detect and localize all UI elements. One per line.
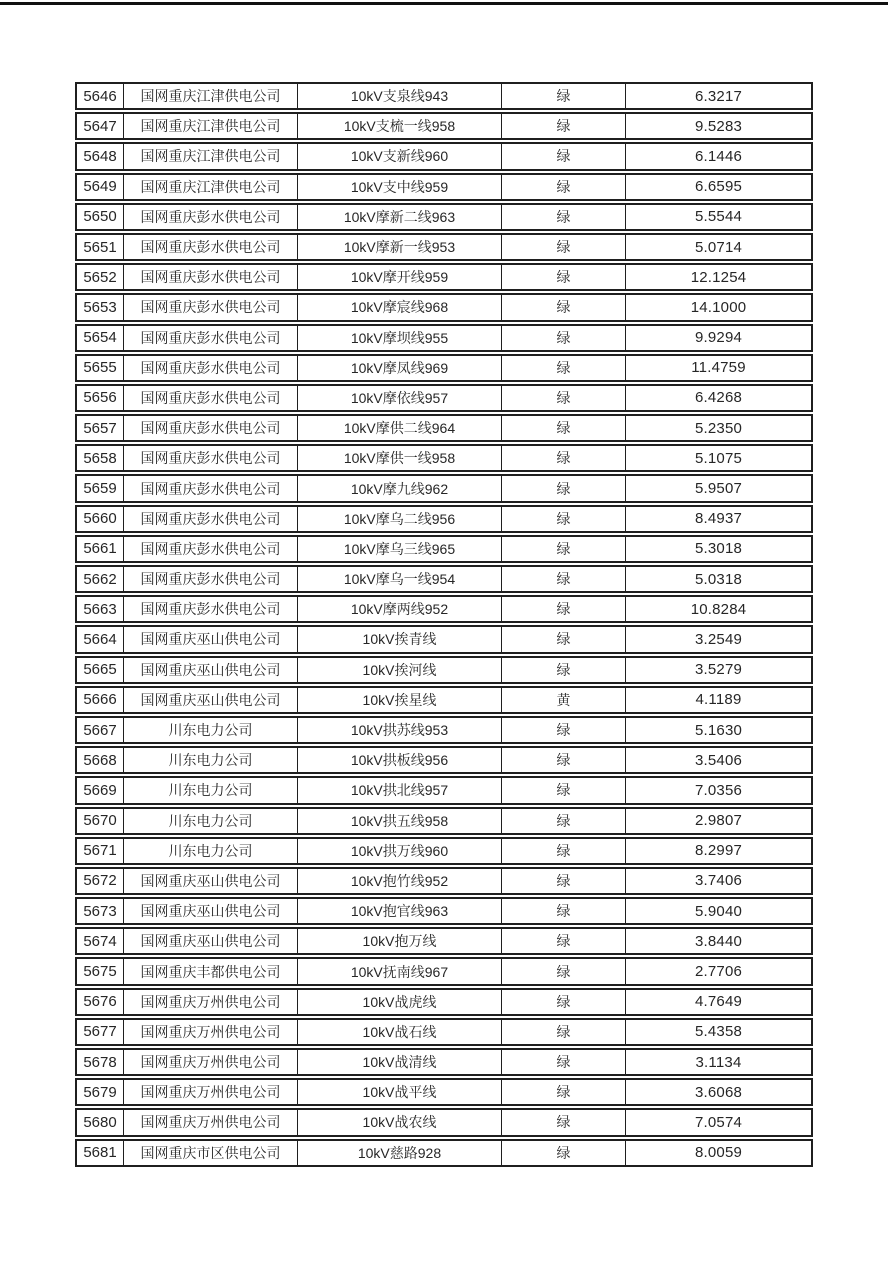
table-row (75, 565, 813, 593)
cell-status-color: 绿 (502, 1141, 626, 1165)
table-row (75, 474, 813, 502)
cell-company-name: 国网重庆彭水供电公司 (124, 567, 298, 591)
cell-serial-number: 5655 (77, 356, 124, 380)
table-row (75, 807, 813, 835)
cell-value: 2.7706 (694, 963, 743, 981)
cell-company-name: 国网重庆彭水供电公司 (124, 386, 298, 410)
cell-status-color: 绿 (502, 839, 626, 863)
cell-serial-number: 5653 (77, 295, 124, 319)
cell-serial-number: 5668 (77, 748, 124, 772)
cell-value: 5.4358 (694, 1023, 743, 1041)
cell-status-color: 绿 (502, 416, 626, 440)
cell-value: 8.0059 (694, 1144, 743, 1162)
cell-value: 5.1630 (694, 721, 743, 739)
cell-status-color: 绿 (502, 537, 626, 561)
cell-value: 5.5544 (694, 208, 743, 226)
cell-value: 5.1075 (694, 449, 743, 467)
table-row (75, 746, 813, 774)
cell-status-color: 绿 (502, 658, 626, 682)
cell-line-name: 10kV摩供一线958 (298, 446, 502, 470)
cell-status-color: 绿 (502, 175, 626, 199)
table-row (75, 686, 813, 714)
cell-line-name: 10kV战虎线 (298, 990, 502, 1014)
cell-value: 12.1254 (690, 268, 747, 286)
cell-status-color: 绿 (502, 1020, 626, 1044)
cell-line-name: 10kV摩开线959 (298, 265, 502, 289)
cell-serial-number: 5663 (77, 597, 124, 621)
cell-company-name: 国网重庆彭水供电公司 (124, 507, 298, 531)
cell-status-color: 绿 (502, 1050, 626, 1074)
cell-serial-number: 5676 (77, 990, 124, 1014)
table-row (75, 1018, 813, 1046)
cell-company-name: 国网重庆江津供电公司 (124, 144, 298, 168)
cell-line-name: 10kV摩乌三线965 (298, 537, 502, 561)
cell-company-name: 国网重庆巫山供电公司 (124, 658, 298, 682)
cell-serial-number: 5656 (77, 386, 124, 410)
table-row (75, 324, 813, 352)
table-row (75, 112, 813, 140)
cell-line-name: 10kV摩乌一线954 (298, 567, 502, 591)
table-row (75, 625, 813, 653)
cell-serial-number: 5679 (77, 1080, 124, 1104)
cell-serial-number: 5654 (77, 326, 124, 350)
cell-serial-number: 5652 (77, 265, 124, 289)
cell-serial-number: 5671 (77, 839, 124, 863)
cell-serial-number: 5674 (77, 929, 124, 953)
cell-status-color: 绿 (502, 567, 626, 591)
table-row (75, 414, 813, 442)
cell-serial-number: 5670 (77, 809, 124, 833)
cell-company-name: 川东电力公司 (124, 778, 298, 802)
cell-value: 6.4268 (694, 389, 743, 407)
power-line-table (75, 82, 813, 1169)
cell-value: 4.7649 (694, 993, 743, 1011)
cell-status-color: 绿 (502, 235, 626, 259)
cell-company-name: 国网重庆彭水供电公司 (124, 235, 298, 259)
table-row (75, 776, 813, 804)
cell-company-name: 国网重庆彭水供电公司 (124, 537, 298, 561)
table-row (75, 82, 813, 110)
cell-status-color: 绿 (502, 990, 626, 1014)
cell-company-name: 国网重庆万州供电公司 (124, 1020, 298, 1044)
cell-line-name: 10kV抱竹线952 (298, 869, 502, 893)
table-row (75, 173, 813, 201)
cell-value: 10.8284 (690, 600, 747, 618)
cell-line-name: 10kV战石线 (298, 1020, 502, 1044)
cell-company-name: 川东电力公司 (124, 839, 298, 863)
cell-status-color: 绿 (502, 869, 626, 893)
cell-company-name: 国网重庆巫山供电公司 (124, 688, 298, 712)
cell-serial-number: 5678 (77, 1050, 124, 1074)
cell-value: 9.5283 (694, 117, 743, 135)
cell-status-color: 绿 (502, 718, 626, 742)
cell-company-name: 国网重庆彭水供电公司 (124, 446, 298, 470)
cell-line-name: 10kV拱北线957 (298, 778, 502, 802)
cell-serial-number: 5677 (77, 1020, 124, 1044)
cell-line-name: 10kV挨青线 (298, 627, 502, 651)
cell-status-color: 绿 (502, 446, 626, 470)
cell-value: 3.2549 (694, 630, 743, 648)
table-row (75, 233, 813, 261)
cell-status-color: 绿 (502, 295, 626, 319)
cell-value: 5.0714 (694, 238, 743, 256)
cell-value: 11.4759 (691, 359, 746, 377)
cell-company-name: 国网重庆彭水供电公司 (124, 205, 298, 229)
cell-status-color: 绿 (502, 144, 626, 168)
cell-company-name: 川东电力公司 (124, 748, 298, 772)
cell-line-name: 10kV摩宸线968 (298, 295, 502, 319)
table-row (75, 957, 813, 985)
cell-value: 2.9807 (694, 812, 743, 830)
cell-line-name: 10kV挨河线 (298, 658, 502, 682)
cell-status-color: 绿 (502, 114, 626, 138)
cell-status-color: 绿 (502, 778, 626, 802)
cell-line-name: 10kV摩新二线963 (298, 205, 502, 229)
cell-company-name: 国网重庆江津供电公司 (124, 84, 298, 108)
cell-company-name: 国网重庆彭水供电公司 (124, 265, 298, 289)
cell-serial-number: 5657 (77, 416, 124, 440)
cell-company-name: 国网重庆彭水供电公司 (124, 356, 298, 380)
cell-line-name: 10kV摩依线957 (298, 386, 502, 410)
cell-status-color: 绿 (502, 476, 626, 500)
table-row (75, 505, 813, 533)
cell-serial-number: 5647 (77, 114, 124, 138)
table-row (75, 656, 813, 684)
cell-company-name: 国网重庆巫山供电公司 (124, 929, 298, 953)
cell-line-name: 10kV摩乌二线956 (298, 507, 502, 531)
table-row (75, 867, 813, 895)
cell-value: 7.0574 (694, 1113, 743, 1131)
cell-value: 3.5406 (694, 751, 743, 769)
cell-status-color: 绿 (502, 748, 626, 772)
cell-line-name: 10kV摩两线952 (298, 597, 502, 621)
cell-line-name: 10kV战农线 (298, 1110, 502, 1134)
table-row (75, 1048, 813, 1076)
cell-status-color: 绿 (502, 929, 626, 953)
cell-value: 5.9507 (694, 480, 743, 498)
cell-status-color: 黄 (502, 688, 626, 712)
cell-value: 5.2350 (694, 419, 743, 437)
cell-company-name: 川东电力公司 (124, 718, 298, 742)
cell-line-name: 10kV拱苏线953 (298, 718, 502, 742)
cell-value: 5.0318 (694, 570, 743, 588)
table-row (75, 263, 813, 291)
cell-line-name: 10kV摩九线962 (298, 476, 502, 500)
cell-status-color: 绿 (502, 597, 626, 621)
cell-status-color: 绿 (502, 899, 626, 923)
cell-company-name: 国网重庆万州供电公司 (124, 1080, 298, 1104)
cell-serial-number: 5680 (77, 1110, 124, 1134)
cell-value: 5.9040 (694, 902, 743, 920)
cell-serial-number: 5651 (77, 235, 124, 259)
cell-line-name: 10kV支中线959 (298, 175, 502, 199)
cell-company-name: 国网重庆市区供电公司 (124, 1141, 298, 1165)
cell-serial-number: 5675 (77, 959, 124, 983)
cell-status-color: 绿 (502, 809, 626, 833)
cell-serial-number: 5681 (77, 1141, 124, 1165)
cell-serial-number: 5665 (77, 658, 124, 682)
table-row (75, 1139, 813, 1167)
cell-line-name: 10kV摩供二线964 (298, 416, 502, 440)
cell-status-color: 绿 (502, 386, 626, 410)
cell-serial-number: 5650 (77, 205, 124, 229)
cell-line-name: 10kV拱板线956 (298, 748, 502, 772)
cell-value: 8.2997 (694, 842, 743, 860)
table-row (75, 716, 813, 744)
cell-company-name: 国网重庆彭水供电公司 (124, 295, 298, 319)
cell-line-name: 10kV摩坝线955 (298, 326, 502, 350)
cell-serial-number: 5646 (77, 84, 124, 108)
cell-value: 3.8440 (694, 932, 743, 950)
cell-line-name: 10kV支新线960 (298, 144, 502, 168)
cell-status-color: 绿 (502, 84, 626, 108)
cell-status-color: 绿 (502, 959, 626, 983)
cell-serial-number: 5662 (77, 567, 124, 591)
cell-line-name: 10kV拱万线960 (298, 839, 502, 863)
table-row (75, 354, 813, 382)
table-row (75, 837, 813, 865)
cell-value: 5.3018 (694, 540, 743, 558)
cell-status-color: 绿 (502, 356, 626, 380)
cell-status-color: 绿 (502, 205, 626, 229)
table-row (75, 927, 813, 955)
cell-value: 7.0356 (694, 781, 743, 799)
cell-company-name: 国网重庆彭水供电公司 (124, 597, 298, 621)
cell-serial-number: 5659 (77, 476, 124, 500)
table-row (75, 535, 813, 563)
cell-serial-number: 5658 (77, 446, 124, 470)
cell-company-name: 国网重庆巫山供电公司 (124, 869, 298, 893)
cell-status-color: 绿 (502, 1110, 626, 1134)
cell-line-name: 10kV抱万线 (298, 929, 502, 953)
table-row (75, 988, 813, 1016)
cell-company-name: 国网重庆万州供电公司 (124, 1110, 298, 1134)
table-row (75, 444, 813, 472)
cell-company-name: 国网重庆巫山供电公司 (124, 627, 298, 651)
cell-serial-number: 5648 (77, 144, 124, 168)
cell-company-name: 国网重庆江津供电公司 (124, 114, 298, 138)
cell-serial-number: 5664 (77, 627, 124, 651)
cell-serial-number: 5667 (77, 718, 124, 742)
table-row (75, 203, 813, 231)
cell-company-name: 国网重庆巫山供电公司 (124, 899, 298, 923)
table-row (75, 595, 813, 623)
cell-value: 6.1446 (694, 147, 743, 165)
table-row (75, 293, 813, 321)
cell-status-color: 绿 (502, 1080, 626, 1104)
cell-value: 14.1000 (690, 298, 747, 316)
cell-status-color: 绿 (502, 265, 626, 289)
cell-line-name: 10kV挨星线 (298, 688, 502, 712)
cell-company-name: 国网重庆丰都供电公司 (124, 959, 298, 983)
table-row (75, 897, 813, 925)
page-top-rule (0, 2, 888, 5)
table-row (75, 1078, 813, 1106)
cell-value: 9.9294 (694, 329, 743, 347)
cell-line-name: 10kV抱官线963 (298, 899, 502, 923)
cell-line-name: 10kV战清线 (298, 1050, 502, 1074)
cell-serial-number: 5672 (77, 869, 124, 893)
cell-serial-number: 5661 (77, 537, 124, 561)
cell-serial-number: 5649 (77, 175, 124, 199)
table-row (75, 384, 813, 412)
cell-line-name: 10kV支梳一线958 (298, 114, 502, 138)
cell-value: 3.1134 (695, 1053, 742, 1071)
cell-company-name: 国网重庆彭水供电公司 (124, 416, 298, 440)
cell-company-name: 国网重庆万州供电公司 (124, 1050, 298, 1074)
cell-value: 3.7406 (694, 872, 743, 890)
cell-line-name: 10kV摩凤线969 (298, 356, 502, 380)
cell-company-name: 国网重庆彭水供电公司 (124, 326, 298, 350)
cell-company-name: 川东电力公司 (124, 809, 298, 833)
cell-value: 4.1189 (695, 691, 742, 709)
cell-serial-number: 5660 (77, 507, 124, 531)
cell-serial-number: 5666 (77, 688, 124, 712)
cell-line-name: 10kV慈路928 (298, 1141, 502, 1165)
cell-serial-number: 5669 (77, 778, 124, 802)
cell-company-name: 国网重庆万州供电公司 (124, 990, 298, 1014)
cell-value: 3.6068 (694, 1083, 743, 1101)
cell-line-name: 10kV抚南线967 (298, 959, 502, 983)
cell-value: 8.4937 (694, 510, 743, 528)
cell-company-name: 国网重庆江津供电公司 (124, 175, 298, 199)
cell-line-name: 10kV支泉线943 (298, 84, 502, 108)
cell-value: 6.6595 (694, 178, 743, 196)
cell-status-color: 绿 (502, 627, 626, 651)
table-row (75, 142, 813, 170)
cell-value: 6.3217 (694, 87, 743, 105)
cell-line-name: 10kV拱五线958 (298, 809, 502, 833)
cell-value: 3.5279 (694, 661, 743, 679)
cell-company-name: 国网重庆彭水供电公司 (124, 476, 298, 500)
table-row (75, 1108, 813, 1136)
cell-status-color: 绿 (502, 507, 626, 531)
cell-serial-number: 5673 (77, 899, 124, 923)
cell-status-color: 绿 (502, 326, 626, 350)
cell-line-name: 10kV摩新一线953 (298, 235, 502, 259)
cell-line-name: 10kV战平线 (298, 1080, 502, 1104)
